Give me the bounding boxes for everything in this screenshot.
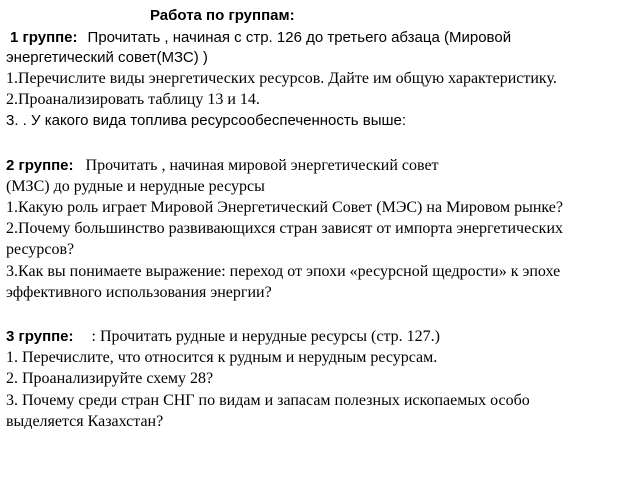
group1-intro-text: Прочитать , начиная с стр. 126 до третьего абзаца (Мировой [87, 29, 512, 46]
group3-question-3-continued: выделяется Казахстан? [6, 413, 164, 430]
group3-heading: 3 группе: [6, 328, 74, 345]
group1-question-1: 1.Перечислите виды энергетических ресурсов. Дайте им общую характеристику. [6, 70, 557, 87]
group2-intro-line [6, 156, 439, 176]
group2-question-3-continued: эффективного использования энергии? [6, 284, 272, 301]
group3-intro-text: : Прочитать рудные и нерудные ресурсы (стр. 127.) [91, 328, 440, 345]
group1-intro-continued: энергетический совет(МЗС) ) [6, 49, 208, 66]
group2-intro-text: Прочитать , начиная мировой энергетический совет [85, 157, 439, 174]
group3-question-3: 3. Почему среди стран СНГ по видам и запасам полезных ископаемых особо [6, 392, 530, 409]
group2-question-2: 2.Почему большинство развивающихся стран зависят от импорта энергетических [6, 220, 564, 237]
group2-heading: 2 группе: [6, 157, 74, 174]
group1-intro-line [10, 28, 511, 48]
group2-question-3: 3.Как вы понимаете выражение: переход от эпохи «ресурсной щедрости» к эпохе [6, 263, 561, 280]
group3-question-2: 2. Проанализируйте схему 28? [6, 370, 214, 387]
group2-question-1: 1.Какую роль играет Мировой Энергетический Совет (МЭС) на Мировом рынке? [6, 199, 563, 216]
group2-intro-continued: (МЗС) до рудные и нерудные ресурсы [6, 178, 265, 195]
group2-question-2-continued: ресурсов? [6, 241, 75, 258]
group3-intro-line [6, 327, 440, 347]
group1-heading: 1 группе: [10, 29, 78, 46]
page-title: Работа по группам: [150, 7, 295, 24]
group1-question-3: 3. . У какого вида топлива ресурсообеспеченность выше: [6, 112, 407, 129]
group1-question-2: 2.Проанализировать таблицу 13 и 14. [6, 91, 260, 108]
group3-question-1: 1. Перечислите, что относится к рудным и нерудным ресурсам. [6, 349, 438, 366]
